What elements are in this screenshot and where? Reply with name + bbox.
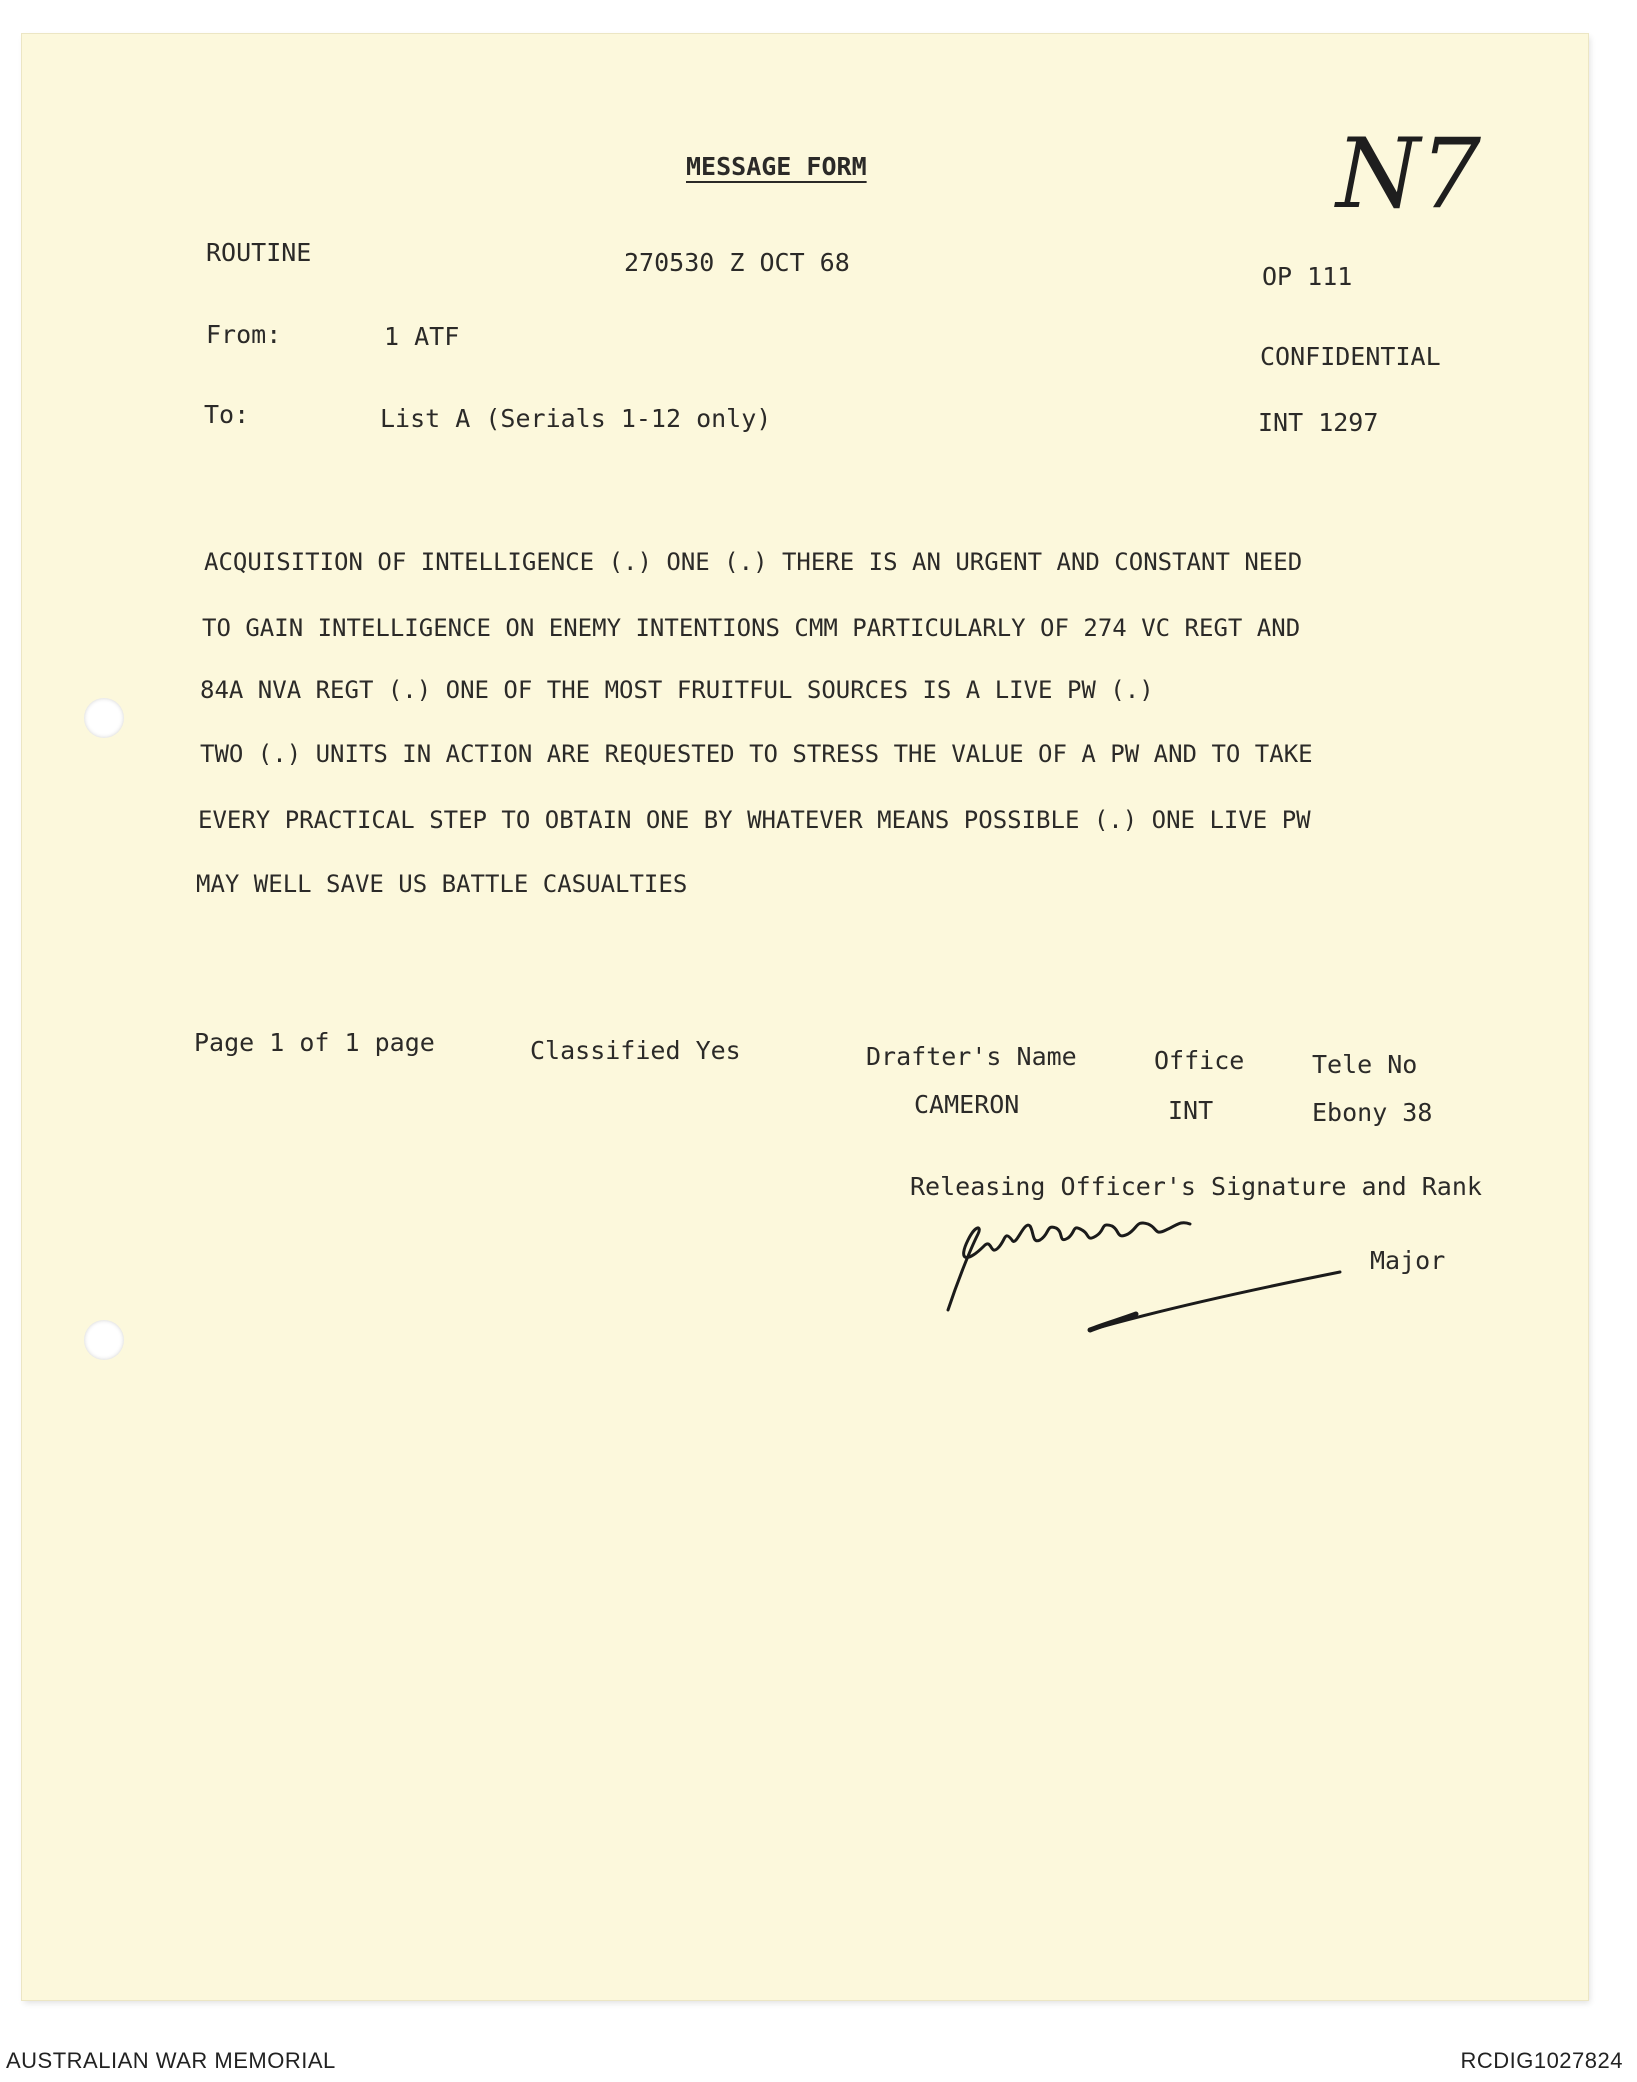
tele-value: Ebony 38 <box>1312 1098 1433 1127</box>
releasing-officer-label: Releasing Officer's Signature and Rank <box>910 1172 1482 1201</box>
from-value: 1 ATF <box>384 322 460 351</box>
footer-record-id: RCDIG1027824 <box>1460 2048 1623 2073</box>
form-title: MESSAGE FORM <box>686 152 867 181</box>
op-number: OP 111 <box>1262 262 1353 291</box>
tele-label: Tele No <box>1312 1050 1418 1079</box>
to-label: To: <box>204 400 250 429</box>
to-value: List A (Serials 1-12 only) <box>380 404 772 433</box>
date-time-group: 270530 Z OCT 68 <box>624 248 850 277</box>
int-number: INT 1297 <box>1258 408 1379 437</box>
punch-hole-upper <box>84 698 124 738</box>
classified-field: Classified Yes <box>530 1036 741 1065</box>
office-label: Office <box>1154 1046 1245 1075</box>
body-line-5: EVERY PRACTICAL STEP TO OBTAIN ONE BY WHATEVER MEANS POSSIBLE (.) ONE LIVE PW <box>198 806 1311 834</box>
body-line-3: 84A NVA REGT (.) ONE OF THE MOST FRUITFUL SOURCES IS A LIVE PW (.) <box>200 676 1154 704</box>
footer-source: AUSTRALIAN WAR MEMORIAL <box>6 2048 336 2073</box>
drafter-value: CAMERON <box>914 1090 1020 1119</box>
drafter-label: Drafter's Name <box>866 1042 1077 1071</box>
body-line-1: ACQUISITION OF INTELLIGENCE (.) ONE (.) THERE IS AN URGENT AND CONSTANT NEED <box>204 548 1303 576</box>
punch-hole-lower <box>84 1320 124 1360</box>
body-line-4: TWO (.) UNITS IN ACTION ARE REQUESTED TO STRESS THE VALUE OF A PW AND TO TAKE <box>200 740 1313 768</box>
from-label: From: <box>206 320 282 349</box>
classification: CONFIDENTIAL <box>1260 342 1441 371</box>
rank: Major <box>1370 1246 1446 1275</box>
signature <box>940 1200 1390 1340</box>
body-line-6: MAY WELL SAVE US BATTLE CASUALTIES <box>196 870 688 898</box>
page-info: Page 1 of 1 page <box>194 1028 435 1057</box>
precedence: ROUTINE <box>206 238 312 267</box>
body-line-2: TO GAIN INTELLIGENCE ON ENEMY INTENTIONS CMM PARTICULARLY OF 274 VC REGT AND <box>202 614 1301 642</box>
office-value: INT <box>1168 1096 1214 1125</box>
file-mark: N7 <box>1336 118 1482 230</box>
